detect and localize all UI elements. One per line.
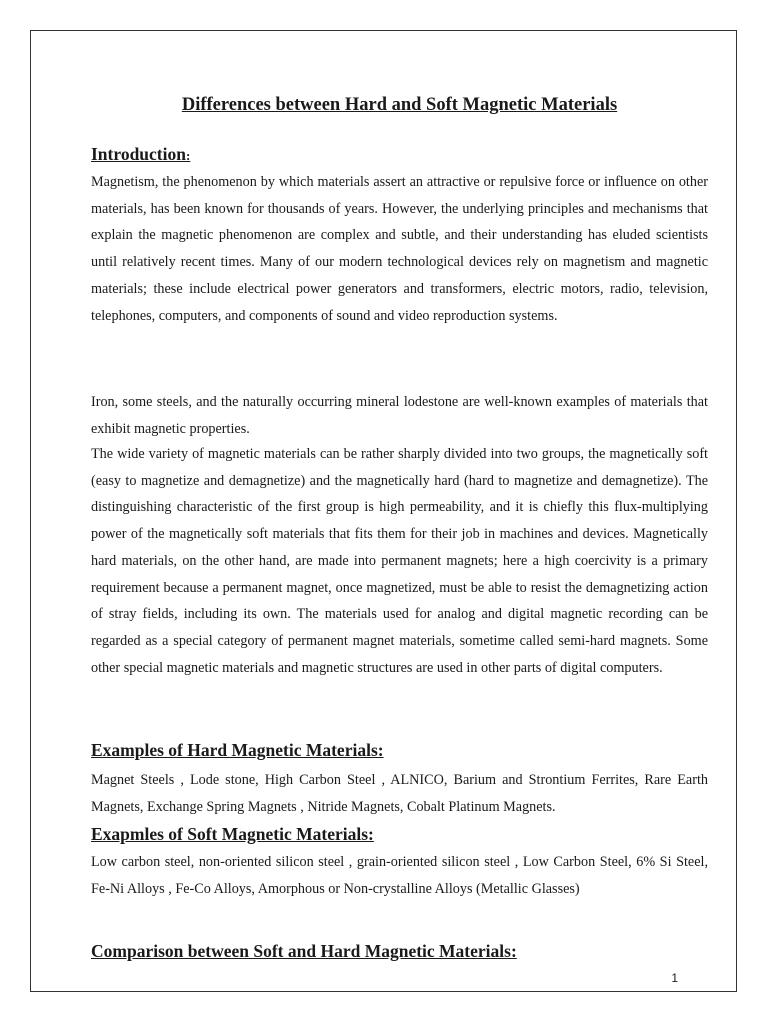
introduction-paragraph-2: Iron, some steels, and the naturally occurring mineral lodestone are well-known examples of materials that exhibit magnetic properties. (91, 394, 708, 437)
introduction-heading-text: Introduction (91, 144, 186, 164)
hard-examples-text: Magnet Steels , Lode stone, High Carbon Steel , ALNICO, Barium and Strontium Ferrites, Rare Earth Magnets, Exchange Spring Magnets , Nitride Magnets, Cobalt Platinum Magnets. (91, 772, 708, 815)
comparison-heading: Comparison between Soft and Hard Magnetic Materials: (91, 941, 517, 961)
introduction-paragraph-3: The wide variety of magnetic materials can be rather sharply divided into two groups, the magnetically soft (easy to magnetize and demagnetize) and the magnetically hard (hard to magnetize and demagnetize). The distinguishing characteristic of the first group is high permeability, and it is chiefly this flux-multiplying power of the magnetically soft materials that fits them for their job in machines and devices. Magnetically hard materials, on the other hand, are made into permanent magnets; here a high coercivity is a primary requirement because a permanent magnet, once magnetized, must be able to resist the demagnetizing action of stray fields, including its own. The materials used for analog and digital magnetic recording can be regarded as a special category of permanent magnet materials, sometime called semi-hard magnets. Some other special magnetic materials and magnetic structures are used in other parts of digital computers. (91, 446, 708, 676)
page-number: 1 (671, 971, 678, 985)
document-page (30, 30, 737, 992)
introduction-heading-colon: : (185, 148, 191, 163)
document-title: Differences between Hard and Soft Magnetic Materials (181, 95, 618, 115)
hard-examples-heading: Examples of Hard Magnetic Materials: (91, 740, 384, 760)
introduction-paragraph-1: Magnetism, the phenomenon by which materials assert an attractive or repulsive force or influence on other materials, has been known for thousands of years. However, the underlying principles and mechanisms that explain the magnetic phenomenon are complex and subtle, and their understanding has eluded scientists until relatively recent times. Many of our modern technological devices rely on magnetism and magnetic materials; these include electrical power generators and transformers, electric motors, radio, television, telephones, computers, and components of sound and video reproduction systems. (91, 174, 708, 324)
introduction-heading (91, 142, 190, 168)
soft-examples-text: Low carbon steel, non-oriented silicon steel , grain-oriented silicon steel , Low Carbon Steel, 6% Si Steel, Fe-Ni Alloys , Fe-Co Alloys, Amorphous or Non-crystalline Alloys (Metallic Glasses) (91, 854, 708, 897)
soft-examples-heading: Exapmles of Soft Magnetic Materials: (91, 824, 374, 844)
